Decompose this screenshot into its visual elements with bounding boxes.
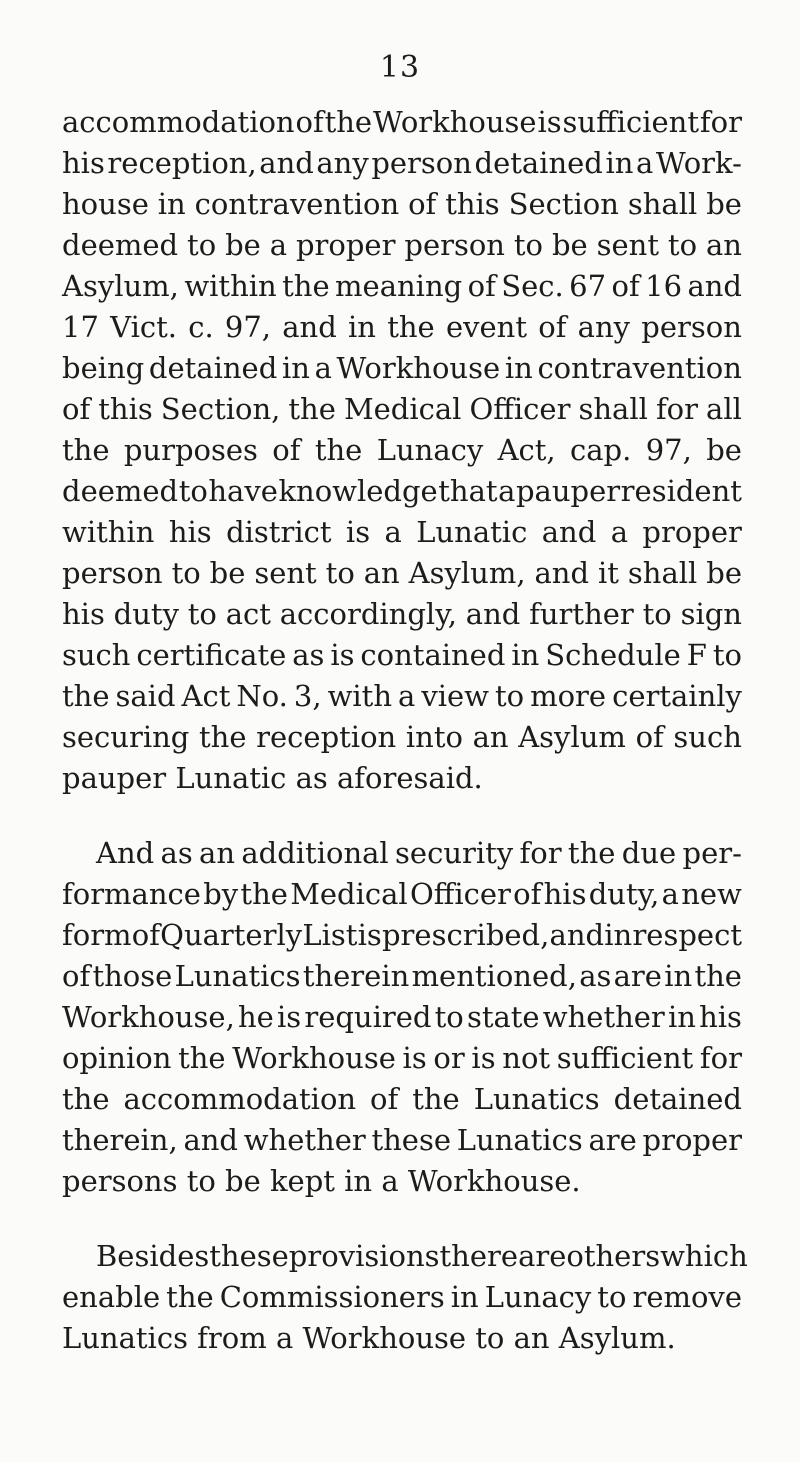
word: an	[199, 836, 236, 870]
word: Section,	[160, 392, 281, 426]
word: Sec.	[501, 269, 564, 303]
text-line: persons to be kept in a Workhouse.	[62, 1164, 581, 1198]
paragraph-3	[62, 1236, 748, 1359]
word: the	[288, 392, 336, 426]
word: and	[465, 597, 521, 631]
word: in	[664, 959, 693, 993]
text-line	[62, 1038, 742, 1079]
word: Medical	[343, 392, 462, 426]
word: a	[661, 877, 679, 911]
word: reception	[256, 720, 397, 754]
word: said	[115, 679, 176, 713]
text-line	[62, 102, 742, 143]
word: deemed	[62, 228, 179, 262]
word: new	[681, 877, 742, 911]
word: Besides	[96, 1239, 210, 1273]
word: are	[518, 1239, 567, 1273]
word: required	[304, 1000, 432, 1034]
word: sent	[596, 228, 659, 262]
word: person	[404, 228, 505, 262]
word: resident	[620, 474, 742, 508]
word: person	[641, 310, 742, 344]
word: and	[534, 556, 590, 590]
word: Quarterly	[160, 918, 303, 952]
text-line	[62, 874, 742, 915]
text-line	[62, 471, 742, 512]
word: for	[699, 105, 742, 139]
word: per-	[682, 836, 742, 870]
word: more	[530, 679, 607, 713]
word: within	[62, 515, 155, 549]
word: as	[292, 638, 325, 672]
word: to	[494, 679, 525, 713]
word: respect	[632, 918, 742, 952]
word: Lunacy	[484, 1280, 592, 1314]
text-line	[62, 348, 742, 389]
word: in	[504, 351, 533, 385]
word: contravention	[537, 351, 742, 385]
word: the	[324, 105, 373, 139]
word: to	[178, 474, 208, 508]
text-line	[62, 184, 742, 225]
word: opinion	[62, 1041, 172, 1075]
paragraph-2	[62, 833, 742, 1202]
word: his	[699, 1000, 742, 1034]
word: Work-	[655, 146, 742, 180]
word: Act,	[497, 433, 556, 467]
word: detained	[613, 1082, 742, 1116]
word: and	[687, 269, 742, 303]
word: the	[282, 269, 330, 303]
word: Act	[181, 679, 231, 713]
word: any	[316, 146, 369, 180]
word: an	[363, 556, 400, 590]
word: this	[445, 187, 500, 221]
text-line	[62, 676, 742, 717]
word: of	[611, 269, 640, 303]
word: Vict.	[110, 310, 177, 344]
word: of	[538, 310, 567, 344]
word: to	[325, 556, 355, 590]
word: have	[208, 474, 278, 508]
word: is	[330, 638, 355, 672]
word: his	[168, 515, 212, 549]
word: reception,	[107, 146, 257, 180]
word: the	[694, 959, 742, 993]
word: sent	[254, 556, 317, 590]
word: in	[605, 146, 634, 180]
word: sign	[680, 597, 742, 631]
word: No.	[236, 679, 288, 713]
body-text	[62, 102, 748, 1359]
word: this	[98, 392, 153, 426]
word: to	[434, 1000, 464, 1034]
word: in	[348, 310, 376, 344]
word: additional	[241, 836, 389, 870]
word: by	[203, 877, 239, 911]
word: detained	[148, 351, 278, 385]
word: purposes	[123, 433, 258, 467]
word: his	[62, 597, 105, 631]
word: cap.	[570, 433, 632, 467]
word: sufficient	[562, 105, 699, 139]
word: securing	[62, 720, 190, 754]
word: Workhouse	[336, 351, 501, 385]
word: in	[604, 918, 633, 952]
word: pauper	[515, 474, 621, 508]
text-line	[62, 915, 742, 956]
word: these	[209, 1239, 289, 1273]
word: others	[566, 1239, 661, 1273]
paragraph-spacer	[62, 799, 742, 833]
word: are	[613, 959, 662, 993]
word: Lunatics	[174, 959, 301, 993]
word: shall	[578, 392, 648, 426]
word: for	[655, 392, 698, 426]
word: proper	[642, 515, 742, 549]
word: accommodation	[62, 105, 295, 139]
word: with	[327, 679, 393, 713]
word: state	[466, 1000, 540, 1034]
word: F	[686, 638, 707, 672]
word: a	[314, 351, 332, 385]
word: Workhouse	[372, 105, 537, 139]
word: of	[272, 433, 301, 467]
word: of	[370, 1082, 399, 1116]
word: a	[384, 515, 402, 549]
text-line	[62, 635, 742, 676]
word: is	[345, 515, 371, 549]
word: be	[706, 433, 742, 467]
text-line: Lunatics from a Workhouse to an Asylum.	[62, 1321, 676, 1355]
word: c.	[188, 310, 214, 344]
word: the	[166, 1280, 214, 1314]
word: further	[529, 597, 634, 631]
word: these	[371, 1123, 452, 1157]
word: person	[371, 146, 472, 180]
word: detained	[474, 146, 603, 180]
word: to	[187, 597, 217, 631]
word: view	[421, 679, 489, 713]
word: Lunatic	[416, 515, 528, 549]
word: Asylum	[518, 720, 626, 754]
word: that	[438, 474, 498, 508]
word: meaning	[335, 269, 463, 303]
word: contained	[360, 638, 506, 672]
word: there	[439, 1239, 519, 1273]
word: Lunatics	[456, 1123, 583, 1157]
word: such	[62, 638, 131, 672]
word: the	[62, 433, 110, 467]
word: formance	[62, 877, 201, 911]
word: List	[302, 918, 358, 952]
word: mentioned,	[411, 959, 577, 993]
word: within	[184, 269, 277, 303]
word: is	[357, 918, 382, 952]
word: a	[498, 474, 516, 508]
word: shall	[627, 187, 698, 221]
word: and	[549, 918, 605, 952]
word: to	[187, 228, 217, 262]
word: Officer	[469, 392, 571, 426]
word: Asylum,	[408, 556, 526, 590]
word: remove	[632, 1280, 742, 1314]
word: Section	[508, 187, 619, 221]
word: of	[131, 918, 160, 952]
text-line	[62, 1236, 748, 1277]
word: and	[259, 146, 314, 180]
word: an	[472, 720, 509, 754]
word: therein,	[62, 1123, 178, 1157]
word: the	[178, 1041, 226, 1075]
word: event	[445, 310, 527, 344]
word: of	[635, 720, 664, 754]
word: or	[433, 1041, 465, 1075]
word: Workhouse	[232, 1041, 396, 1075]
word: enable	[62, 1280, 161, 1314]
word: whether	[243, 1123, 366, 1157]
word: knowledge	[278, 474, 438, 508]
word: to	[513, 228, 544, 262]
word: to	[642, 597, 672, 631]
word: provisions	[288, 1239, 440, 1273]
word: to	[171, 556, 201, 590]
word: as	[160, 836, 193, 870]
word: any	[577, 310, 631, 344]
word: therein	[302, 959, 410, 993]
word: the	[412, 1082, 460, 1116]
word: sufficient	[556, 1041, 694, 1075]
word: as	[579, 959, 612, 993]
word: for	[699, 1041, 742, 1075]
word: those	[92, 959, 173, 993]
text-line	[62, 266, 742, 307]
word: form	[62, 918, 132, 952]
word: 97,	[224, 310, 272, 344]
word: house	[62, 187, 149, 221]
word: Lunacy	[376, 433, 484, 467]
word: to	[667, 228, 698, 262]
text-line	[62, 512, 742, 553]
word: proper	[295, 228, 396, 262]
word: Medical	[290, 877, 408, 911]
word: is	[537, 105, 562, 139]
word: which	[660, 1239, 748, 1273]
word: Asylum,	[62, 269, 179, 303]
text-line	[62, 833, 742, 874]
text-line	[62, 717, 742, 758]
word: the	[567, 836, 616, 870]
word: Officer	[409, 877, 511, 911]
word: all	[706, 392, 742, 426]
word: certainly	[612, 679, 742, 713]
word: accordingly,	[279, 597, 457, 631]
word: it	[598, 556, 619, 590]
word: Lunatics	[473, 1082, 600, 1116]
text-line	[62, 430, 742, 471]
word: be	[706, 556, 742, 590]
text-line	[62, 553, 742, 594]
word: such	[673, 720, 742, 754]
word: of	[408, 187, 437, 221]
word: a	[269, 228, 288, 262]
word: due	[621, 836, 677, 870]
word: the	[199, 720, 247, 754]
text-line	[62, 143, 742, 184]
word: 97,	[645, 433, 692, 467]
word: of	[295, 105, 324, 139]
word: act	[225, 597, 271, 631]
word: certificate	[136, 638, 287, 672]
word: his	[62, 146, 105, 180]
word: an	[705, 228, 742, 262]
word: in	[667, 1000, 696, 1034]
word: into	[405, 720, 463, 754]
page-number: 13	[379, 50, 421, 85]
word: a	[398, 679, 416, 713]
word: district	[226, 515, 332, 549]
word: deemed	[62, 474, 179, 508]
paragraph-1	[62, 102, 742, 799]
text-line	[62, 594, 742, 635]
paragraph-spacer	[62, 1202, 742, 1236]
word: proper	[642, 1123, 742, 1157]
word: of	[62, 392, 91, 426]
word: prescribed,	[381, 918, 550, 952]
word: of	[513, 877, 542, 911]
word: is	[471, 1041, 496, 1075]
text-line: pauper Lunatic as aforesaid.	[62, 761, 483, 795]
word: be	[225, 228, 261, 262]
word: to	[597, 1280, 627, 1314]
text-line	[62, 997, 742, 1038]
word: is	[402, 1041, 427, 1075]
word: the	[62, 1082, 110, 1116]
text-line	[62, 225, 742, 266]
word: of	[62, 959, 91, 993]
word: And	[96, 836, 155, 870]
word: being	[62, 351, 145, 385]
text-line	[62, 1277, 742, 1318]
word: of	[467, 269, 496, 303]
word: are	[588, 1123, 637, 1157]
word: is	[277, 1000, 302, 1034]
word: Schedule	[545, 638, 681, 672]
word: Commissioners	[219, 1280, 445, 1314]
word: in	[157, 187, 186, 221]
text-line	[62, 1120, 742, 1161]
word: 17	[62, 310, 99, 344]
word: be	[209, 556, 246, 590]
word: shall	[627, 556, 698, 590]
word: his	[543, 877, 587, 911]
word: and	[541, 515, 597, 549]
word: a	[610, 515, 628, 549]
word: to	[712, 638, 742, 672]
word: in	[511, 638, 540, 672]
word: he	[237, 1000, 274, 1034]
text-line	[62, 1079, 742, 1120]
word: person	[62, 556, 163, 590]
word: and	[183, 1123, 238, 1157]
word: the	[314, 433, 363, 467]
word: a	[635, 146, 654, 180]
word: accommodation	[123, 1082, 357, 1116]
word: and	[282, 310, 337, 344]
word: contravention	[194, 187, 400, 221]
word: Workhouse,	[62, 1000, 235, 1034]
word: be	[706, 187, 742, 221]
word: not	[502, 1041, 551, 1075]
word: the	[387, 310, 435, 344]
word: duty,	[588, 877, 660, 911]
word: the	[62, 679, 110, 713]
word: whether	[542, 1000, 665, 1034]
word: security	[395, 836, 514, 870]
word: the	[240, 877, 288, 911]
text-line	[62, 956, 742, 997]
word: in	[450, 1280, 479, 1314]
word: in	[281, 351, 310, 385]
word: 3,	[293, 679, 322, 713]
word: be	[551, 228, 588, 262]
word: 67	[569, 269, 607, 303]
word: duty	[113, 597, 179, 631]
text-line	[62, 389, 742, 430]
word: 16	[645, 269, 683, 303]
word: for	[519, 836, 562, 870]
text-line	[62, 307, 742, 348]
